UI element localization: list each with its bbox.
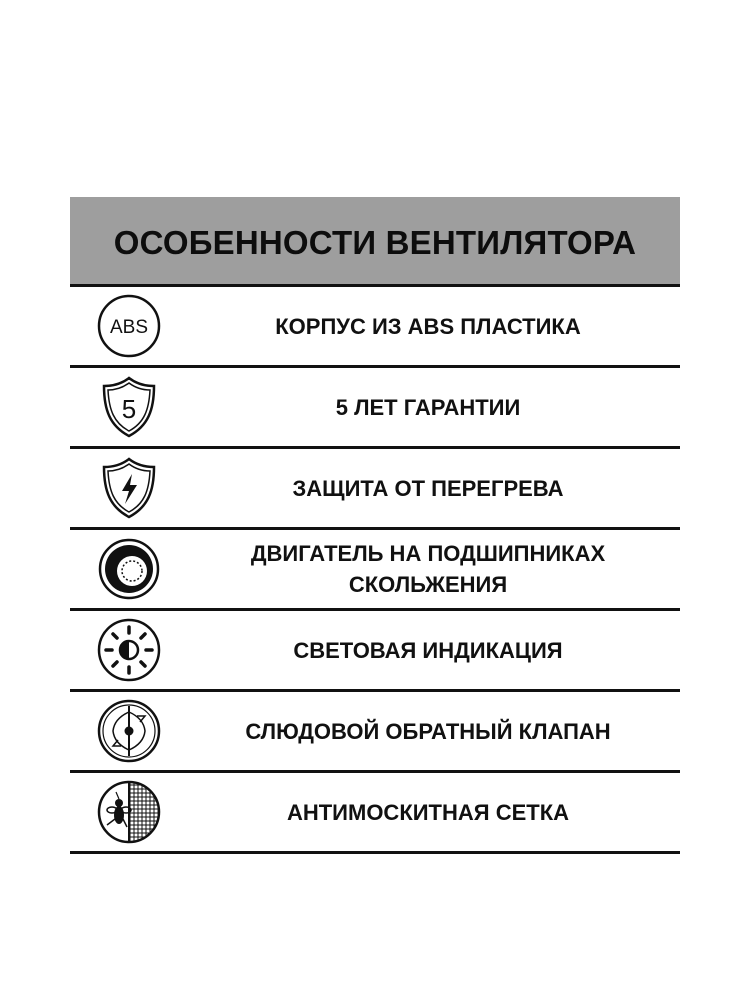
feature-label-line: СКОЛЬЖЕНИЯ: [348, 572, 508, 597]
feature-label: [188, 392, 680, 423]
mosquito-net-icon: [70, 779, 188, 845]
shield-5-icon: [70, 374, 188, 440]
check-valve-icon: [70, 698, 188, 764]
feature-row-motor: [70, 530, 680, 611]
feature-label-line: 5 ЛЕТ ГАРАНТИИ: [335, 394, 521, 420]
feature-label: [188, 473, 680, 504]
feature-row-warranty: [70, 368, 680, 449]
features-panel: [70, 197, 680, 854]
feature-label: [188, 635, 680, 666]
feature-label: [188, 797, 680, 828]
feature-label: [188, 311, 680, 342]
feature-row-light: [70, 611, 680, 692]
feature-label-line: АНТИМОСКИТНАЯ СЕТКА: [286, 799, 570, 825]
shield-lightning-icon: [70, 455, 188, 521]
title-bar: [70, 197, 680, 284]
feature-label: [188, 716, 680, 747]
feature-row-net: [70, 773, 680, 854]
feature-label: [188, 538, 680, 600]
feature-row-abs: [70, 284, 680, 368]
feature-label-line: КОРПУС ИЗ ABS ПЛАСТИКА: [275, 313, 581, 339]
feature-label-line: СЛЮДОВОЙ ОБРАТНЫЙ КЛАПАН: [245, 718, 611, 744]
page-title: ОСОБЕННОСТИ ВЕНТИЛЯТОРА: [113, 223, 637, 261]
abs-icon-text: ABS: [109, 317, 149, 338]
feature-row-valve: [70, 692, 680, 773]
feature-label-line: ДВИГАТЕЛЬ НА ПОДШИПНИКАХ: [250, 541, 606, 566]
shield-5-icon-text: 5: [121, 394, 137, 424]
feature-row-overheat: [70, 449, 680, 530]
feature-list: [70, 284, 680, 854]
feature-label-line: ЗАЩИТА ОТ ПЕРЕГРЕВА: [292, 475, 564, 501]
bearing-motor-icon: [70, 536, 188, 602]
feature-label-line: СВЕТОВАЯ ИНДИКАЦИЯ: [293, 637, 563, 663]
light-indicator-icon: [70, 617, 188, 683]
abs-icon: [70, 293, 188, 359]
